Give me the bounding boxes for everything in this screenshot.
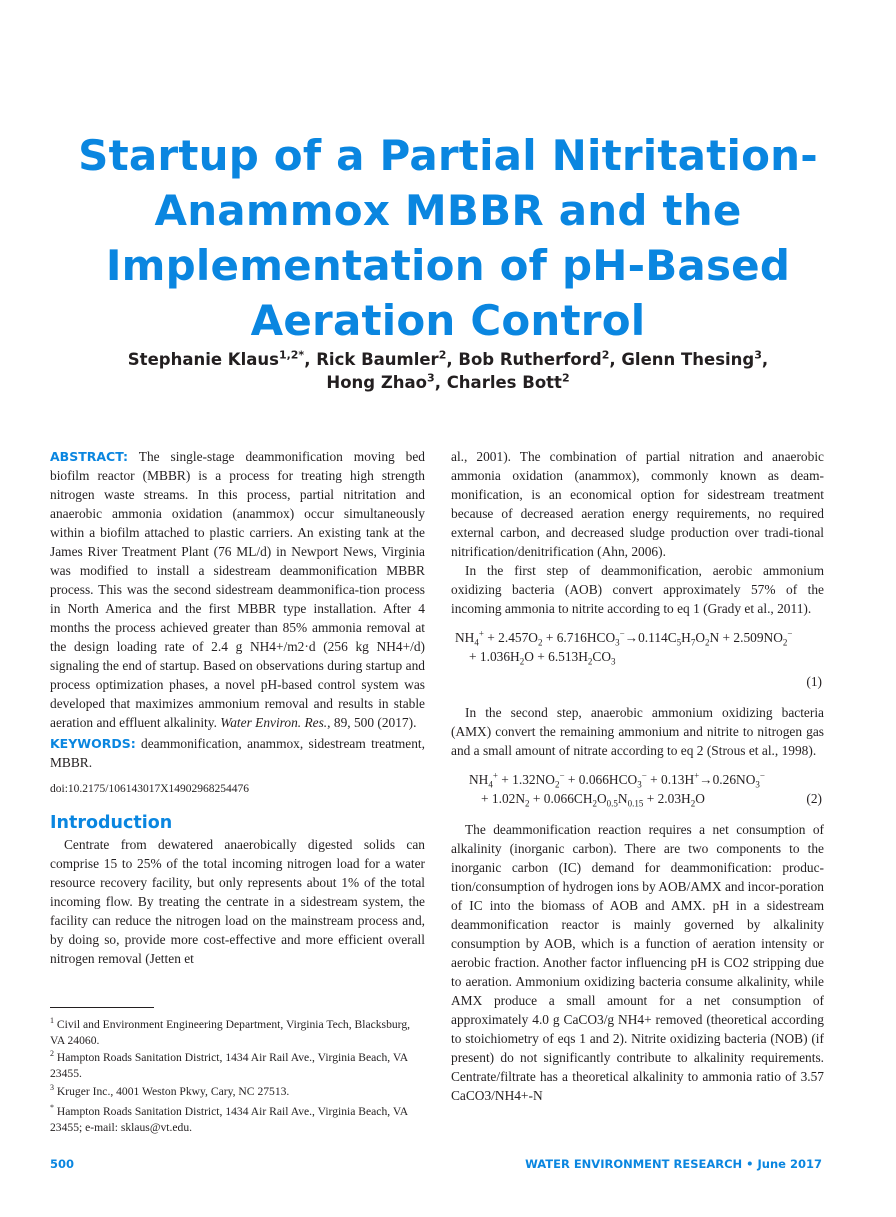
journal-footer: WATER ENVIRONMENT RESEARCH • June 2017 [525,1157,822,1171]
author-affiliation-mark: 2 [438,348,447,362]
footnote-text: Hampton Roads Sanitation District, 1434 Air Rail Ave., Virginia Beach, VA 23455. [50,1051,408,1080]
author-name: Bob Rutherford$^2$ [458,348,610,369]
author-list: Stephanie Klaus$^{1,2*}$, Rick Baumler$^2$, Bob Rutherford$^2$, Glenn Thesing$^3$, Hong Zhao$^3$, Charles Bott$^2$ [127,348,769,392]
footnote-corresponding [50,1104,422,1136]
left-column [50,447,425,968]
author-name: Charles Bott$^2$ [446,371,570,392]
author-name: Rick Baumler$^2$ [316,348,447,369]
doi: doi:10.2175/106143017X14902968254476 [50,783,250,795]
article-title: Startup of a Partial Nitritation-Anammox MBBR and the Implementation of pH-Based Aeration Control [78,131,818,345]
footnote-rule [50,1007,154,1008]
footnote-text: Civil and Environment Engineering Department, Virginia Tech, Blacksburg, VA 24060. [50,1018,411,1047]
right-paragraph-3: In the second step, anaerobic ammonium oxidizing bacteria (AMX) convert the remaining ammonium and nitrite to nitrogen gas and a small amount of nitrate according to eq 2 (Strous et al., 1998). [451,705,824,758]
page-number: 500 [50,1157,75,1171]
citation-rest: , 89, 500 (2017). [327,715,417,730]
right-paragraph-1: al., 2001). The combination of partial nitration and anaerobic ammonia oxidation (anammox), commonly known as deam-monification, is an economical option for sidestream treatment because of decreased aeration energy requirements, no required external carbon, and decreased sludge production over tradi-tional nitrification/denitrification (Ahn, 2006). [451,449,824,559]
abstract-text: The single-stage deammonification moving bed biofilm reactor (MBBR) is a process for treating high strength nitrogen waste streams. In this process, partial nitritation and anaerobic ammonia oxidation (anammox) occur simultaneously within a biofilm attached to plastic carriers. An existing tank at the James River Treatment Plant (76 ML/d) in Newport News, Virginia was modified to install a sidestream deammonification MBBR process. This was the second sidestream deammonifica-tion process in North America and the first MBBR type installation. After 4 months the process achieved greater than 85% ammonia removal at the design loading rate of 2.4 g NH4+/m2·d (256 kg NH4+/d) signaling the end of startup. Based on observations during startup and process optimization phases, a novel pH-based control system was developed that maximizes ammonium removal and results in stable aeration and effluent alkalinity. [50,449,426,730]
footnote-3 [50,1084,422,1100]
citation-journal: Water Environ. Res. [220,715,328,730]
intro-paragraph: Centrate from dewatered anaerobically digested solids can comprise 15 to 25% of the total incoming nitrogen load for a water resource recovery facility, but only represents about 1% of the total incoming flow. By treating the centrate in a sidestream system, the facility can reduce the nitrogen load on the mainstream process and, by doing so, provide more cost-effective and more efficient overall nitrogen removal (Jetten et [50,837,425,966]
right-column [451,447,824,1105]
section-heading-introduction: Introduction [50,813,173,833]
author-affiliation-mark: 2 [561,371,570,385]
right-paragraph-2: In the first step of deammonification, aerobic ammonium oxidizing bacteria (AOB) convert approximately 57% of the incoming ammonia to nitrite according to eq 1 (Grady et al., 2011). [451,563,824,616]
footnote-mark: * [50,1103,54,1113]
keywords-label: KEYWORDS: [50,736,136,751]
author-name: Stephanie Klaus$^{1,2*}$ [127,348,305,369]
abstract-label: ABSTRACT: [50,449,129,464]
equation-2-number: (2) [806,791,822,806]
author-affiliation-mark: 3 [754,348,762,362]
footnote-mark: 1 [50,1016,54,1026]
author-name: Hong Zhao$^3$ [326,371,435,392]
footnote-mark: 2 [50,1049,54,1059]
equation-2: $NH_4^+ + 1.32NO_2^- + 0.066HCO_3^- + 0.13H^+\to 0.26NO_3^-$ + $1.02N_2 + 0.066CH_2O_{0.5}N_{0.15} + 2.03H_2O$ (2) [469,770,822,809]
equation-1-number: (1) [806,674,822,689]
equation-1: $NH_4^+ + 2.457O_2 + 6.716HCO_3^-\to 0.114C_5H_7O_2N + 2.509NO_2^-$ + $1.036H_2O + 6.513H_2CO_3$ (1) [451,628,824,691]
footnote-mark: 3 [50,1083,54,1093]
footnote-text: Hampton Roads Sanitation District, 1434 Air Rail Ave., Virginia Beach, VA 23455; e-mail: sklaus@vt.edu. [50,1105,408,1134]
author-affiliation-mark: 2 [601,348,610,362]
author-affiliation-mark: 3 [427,371,435,385]
footnote-2 [50,1050,422,1082]
footnote-1 [50,1017,422,1049]
footnote-text: Kruger Inc., 4001 Weston Pkwy, Cary, NC 27513. [56,1085,290,1098]
author-affiliation-mark: 1,2* [278,348,305,362]
author-name: Glenn Thesing$^3$ [621,348,762,369]
abstract [50,447,425,732]
right-paragraph-4: The deammonification reaction requires a net consumption of alkalinity (inorganic carbon). There are two components to the inorganic carbon (IC) demand for deammonification: produc-tion/consumption of hydrogen ions by AOB/AMX and incor-poration of IC into the biomass of AOB and AMX. pH in a sidestream deammonification reactor is mainly governed by alkalinity consumption by AOB, which is a function of aeration intensity or aerobic fraction. Another factor influencing pH is CO2 stripping due to aeration. Ammonium oxidizing bacteria consume alkalinity, while AMX produce a small amount for a net consumption of approximately 4.0 g CaCO3/g NH4+ removed (theoretical according to stoichiometry of eqs 1 and 2). Nitrite oxidizing bacteria (NOB) (if present) do not significantly contribute to alkalinity requirements. Centrate/filtrate has a theoretical alkalinity to ammonia ratio of 3.57 CaCO3/NH4+-N [451,822,824,1103]
keywords-text: deammonification, anammox, sidestream treatment, MBBR. [50,736,425,770]
keywords [50,734,425,772]
